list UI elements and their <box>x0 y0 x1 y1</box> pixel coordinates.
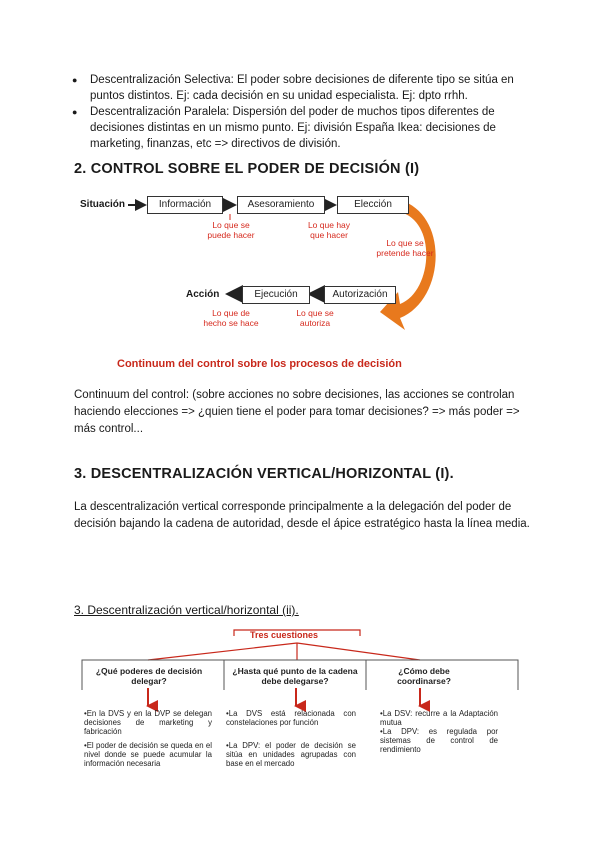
note-de-hecho: Lo que de hecho se hace <box>203 308 259 328</box>
question-3: ¿Cómo debe coordinarse? <box>397 666 451 686</box>
label-accion: Acción <box>186 289 220 300</box>
tres-cuestiones: Tres cuestiones <box>250 630 319 640</box>
bullet-parallel: ● Descentralización Paralela: Dispersión del poder de muchos tipos diferentes de decisiones distintas en un mismo punto. Ej: división España Ikea: decisiones de marketing, finanzas, etc => directivos de división. <box>90 104 530 152</box>
question-1: ¿Qué poderes de decisión delegar? <box>95 666 203 686</box>
answer-2a: •La DVS está relacionada con constelaciones por función <box>226 709 356 727</box>
box-asesoramiento: Asesoramiento <box>237 196 325 214</box>
diagram1-caption: Continuum del control sobre los procesos de decisión <box>117 358 402 370</box>
box-eleccion: Elección <box>337 196 409 214</box>
section3-heading: 3. DESCENTRALIZACIÓN VERTICAL/HORIZONTAL (I). <box>74 466 454 482</box>
answer-1b: •El poder de decisión se queda en el nivel donde se puede acumular la información necesaria <box>84 741 212 768</box>
label-situacion: Situación <box>80 199 126 210</box>
answer-3b: •La DPV: es regulada por sistemas de control de rendimiento <box>380 727 498 754</box>
note-se-autoriza: Lo que se autoriza <box>296 308 334 328</box>
box-autorizacion: Autorización <box>324 286 396 304</box>
answer-1a: •En la DVS y en la DVP se delegan decisiones de marketing y fabricación <box>84 709 212 736</box>
box-ejecucion: Ejecución <box>242 286 310 304</box>
note-hay-que-hacer: Lo que hay que hacer <box>307 220 351 240</box>
box-informacion: Información <box>147 196 223 214</box>
note-puede-hacer: Lo que se puede hacer <box>207 220 255 240</box>
note-pretende-hacer: Lo que se pretende hacer <box>376 238 434 258</box>
answer-3a: •La DSV: recurre a la Adaptación mutua <box>380 709 498 727</box>
question-2: ¿Hasta qué punto de la cadena debe delegarse? <box>232 666 358 686</box>
bullet-selective: ● Descentralización Selectiva: El poder sobre decisiones de diferente tipo se sitúa en puntos distintos. Ej: cada decisión en su unidad especialista. Ej: dpto rrhh. <box>90 72 530 104</box>
section2-heading: 2. CONTROL SOBRE EL PODER DE DECISIÓN (I) <box>74 161 420 177</box>
continuum-paragraph: Continuum del control: (sobre acciones no sobre decisiones, las acciones se controlan haciendo elecciones => ¿quien tiene el poder para tomar decisiones? => más poder => más control... <box>74 389 520 435</box>
answer-2b: •La DPV: el poder de decisión se sitúa en unidades agrupadas con base en el mercado <box>226 741 356 768</box>
section3-subheading: 3. Descentralización vertical/horizontal (ii). <box>74 603 299 617</box>
section3-paragraph: La descentralización vertical corresponde principalmente a la delegación del poder de decisión bajando la cadena de autoridad, desde el ápice estratégico hasta la línea media. <box>74 501 530 530</box>
